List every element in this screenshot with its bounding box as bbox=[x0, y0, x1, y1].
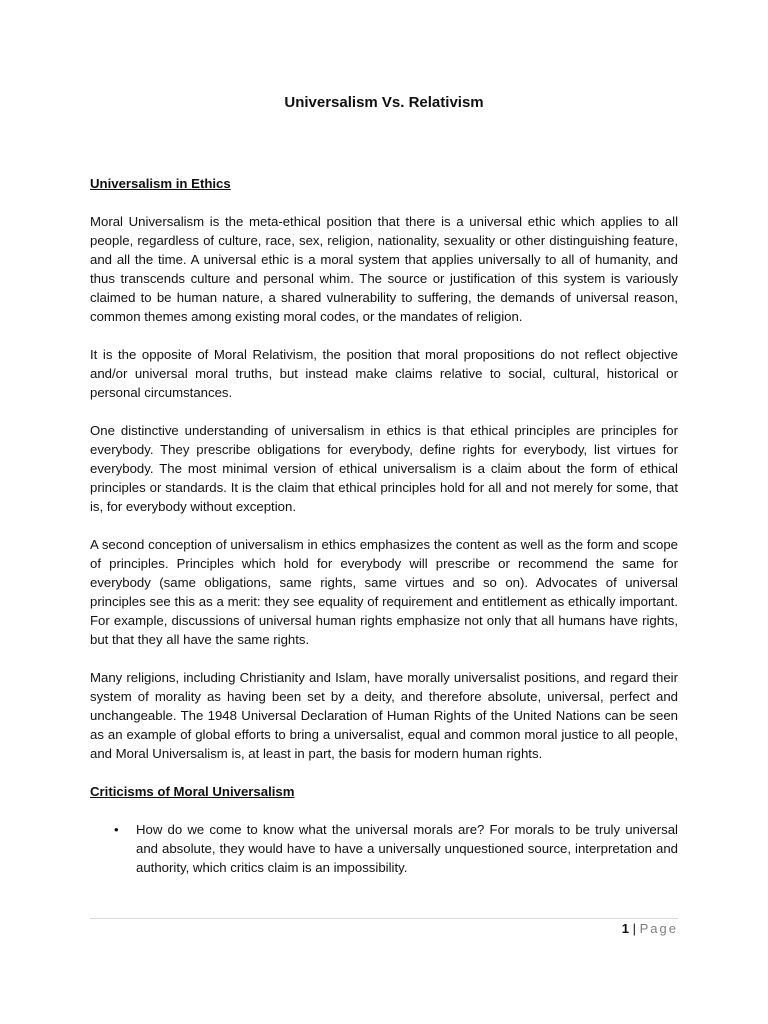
document-title: Universalism Vs. Relativism bbox=[284, 94, 484, 111]
page-separator: | bbox=[632, 921, 636, 936]
paragraph-second-conception: A second conception of universalism in ethics emphasizes the content as well as the form and scope of principles. Principles which hold for everybody will prescribe or recommend the same for everybody (same obligations, same rights, same virtues and so on). Advocates of universal principles see this as a merit: they see equality of requirement and entitlement as ethically important. For example, discussions of universal human rights emphasize not only that all humans have rights, but that they all have the same rights. bbox=[90, 537, 678, 647]
list-item: • How do we come to know what the universal morals are? For morals to be truly universal and absolute, they would have to have a universally unquestioned source, interpretation and authority, which critics claim is an impossibility. bbox=[136, 820, 678, 877]
section-heading-universalism: Universalism in Ethics bbox=[90, 176, 231, 191]
footer-divider bbox=[90, 918, 678, 919]
section-heading-criticisms: Criticisms of Moral Universalism bbox=[90, 784, 295, 799]
paragraph-first-understanding: One distinctive understanding of universalism in ethics is that ethical principles are principles for everybody. They prescribe obligations for everybody, define rights for everybody, list virtues for everybody. The most minimal version of ethical universalism is a claim about the form of ethical principles or standards. It is the claim that ethical principles hold for all and not merely for some, that is, for everybody without exception. bbox=[90, 423, 678, 514]
criticisms-list bbox=[90, 820, 678, 877]
page-footer bbox=[90, 921, 678, 936]
paragraph-definition: Moral Universalism is the meta-ethical position that there is a universal ethic which applies to all people, regardless of culture, race, sex, religion, nationality, sexuality or other distinguishing feature, and all the time. A universal ethic is a moral system that applies universally to all of humanity, and thus transcends culture and personal whim. The source or justification of this system is variously claimed to be human nature, a shared vulnerability to suffering, the demands of universal reason, common themes among existing moral codes, or the mandates of religion. bbox=[90, 214, 678, 324]
page-label: Page bbox=[639, 921, 678, 936]
paragraph-opposite: It is the opposite of Moral Relativism, the position that moral propositions do not reflect objective and/or universal moral truths, but instead make claims relative to social, cultural, historical or personal circumstances. bbox=[90, 347, 678, 400]
paragraph-religions: Many religions, including Christianity and Islam, have morally universalist positions, and regard their system of morality as having been set by a deity, and therefore absolute, universal, perfect and unchangeable. The 1948 Universal Declaration of Human Rights of the United Nations can be seen as an example of global efforts to bring a universalist, equal and common moral justice to all people, and Moral Universalism is, at least in part, the basis for modern human rights. bbox=[90, 670, 678, 761]
page-number: 1 bbox=[621, 921, 629, 936]
document-body bbox=[90, 174, 678, 877]
